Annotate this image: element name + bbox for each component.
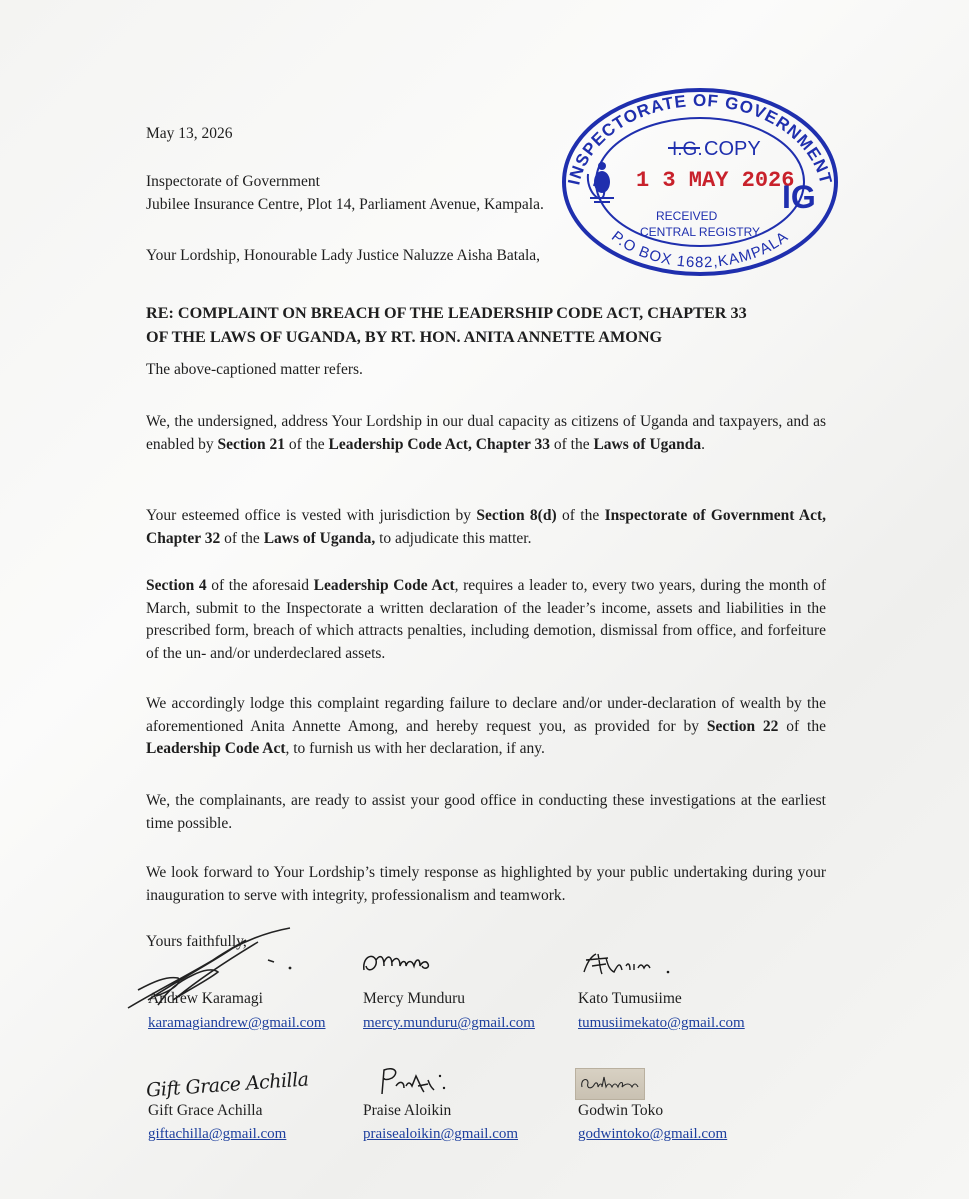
ig-logo-icon: IG (782, 179, 816, 215)
signature-gift-achilla: Gift Grace Achilla (145, 1068, 310, 1102)
stamp-copy-text: COPY (704, 138, 761, 160)
signatory-name: Kato Tumusiime (578, 990, 682, 1007)
paragraph-1: The above-captioned matter refers. (146, 361, 363, 378)
signature-kato-tumusiime (578, 950, 688, 980)
subject-line-1: RE: COMPLAINT ON BREACH OF THE LEADERSHIP CODE ACT, CHAPTER 33 (146, 304, 747, 322)
signatory-email-link[interactable]: giftachilla@gmail.com (148, 1126, 287, 1142)
salutation: Your Lordship, Honourable Lady Justice Naluzze Aisha Batala, (146, 247, 541, 264)
subject-heading (146, 301, 846, 349)
paragraph-3: Your esteemed office is vested with jurisdiction by Section 8(d) of the Inspectorate of Government Act, Chapter 32 of the Laws of Uganda, to adjudicate this matter. (146, 507, 826, 547)
paragraph-5: We accordingly lodge this complaint regarding failure to declare and/or under-declaration of wealth by the aforementioned Anita Annette Among, and hereby request you, as provided for by Section 22 of the Leadership Code Act, to furnish us with her declaration, if any. (146, 695, 826, 757)
signature-mercy-munduru (358, 948, 438, 980)
signatory-email-link[interactable]: tumusiimekato@gmail.com (578, 1015, 745, 1031)
stamp-date: 1 3 MAY 2026 (636, 168, 795, 193)
paragraph-2: We, the undersigned, address Your Lordship in our dual capacity as citizens of Uganda and taxpayers, and as enabled by Section 21 of the Leadership Code Act, Chapter 33 of the Laws of Uganda. (146, 413, 826, 453)
paragraph-7: We look forward to Your Lordship’s timely response as highlighted by your public undertaking during your inauguration to serve with integrity, professionalism and teamwork. (146, 864, 826, 904)
signature-praise-aloikin (374, 1064, 464, 1098)
recipient-address: Jubilee Insurance Centre, Plot 14, Parliament Avenue, Kampala. (146, 196, 544, 213)
signatory-name: Godwin Toko (578, 1102, 664, 1119)
letter-date: May 13, 2026 (146, 125, 233, 142)
stamp-registry-text: CENTRAL REGISTRY (640, 225, 761, 239)
paragraph-4: Section 4 of the aforesaid Leadership Code Act, requires a leader to, every two years, during the month of March, submit to the Inspectorate a written declaration of the leader’s income, assets and liabilities in the prescribed form, breach of which attracts penalties, including demotion, dismissal from office, and forfeiture of the un- and/or underdeclared assets. (146, 577, 826, 662)
stamp-struck-text: I.G. (672, 139, 703, 160)
signatory-email-link[interactable]: mercy.munduru@gmail.com (363, 1015, 535, 1031)
signatory-email-link[interactable]: godwintoko@gmail.com (578, 1126, 728, 1142)
subject-line-2: OF THE LAWS OF UGANDA, BY RT. HON. ANITA ANNETTE AMONG (146, 328, 663, 346)
signatory-email-link[interactable]: karamagiandrew@gmail.com (148, 1015, 326, 1031)
signature-godwin-toko-image (575, 1068, 645, 1100)
signatory-name: Gift Grace Achilla (148, 1102, 263, 1119)
stamp-received-text: RECEIVED (656, 209, 718, 223)
uganda-coat-of-arms-icon (588, 162, 614, 202)
stamp-top-arc-text: INSPECTORATE OF GOVERNMENT (564, 91, 836, 187)
signatory-name: Andrew Karamagi (148, 990, 263, 1007)
received-stamp (556, 82, 844, 278)
stamp-bottom-arc-text: P.O BOX 1682,KAMPALA (608, 227, 792, 272)
signature-godwin-toko (576, 1069, 644, 1099)
recipient-org: Inspectorate of Government (146, 173, 320, 190)
signatory-name: Praise Aloikin (363, 1102, 452, 1119)
signatory-email-link[interactable]: praisealoikin@gmail.com (363, 1126, 519, 1142)
paragraph-6: We, the complainants, are ready to assist your good office in conducting these investigations at the earliest time possible. (146, 792, 826, 832)
signatory-name: Mercy Munduru (363, 990, 466, 1007)
closing: Yours faithfully, (146, 933, 247, 950)
